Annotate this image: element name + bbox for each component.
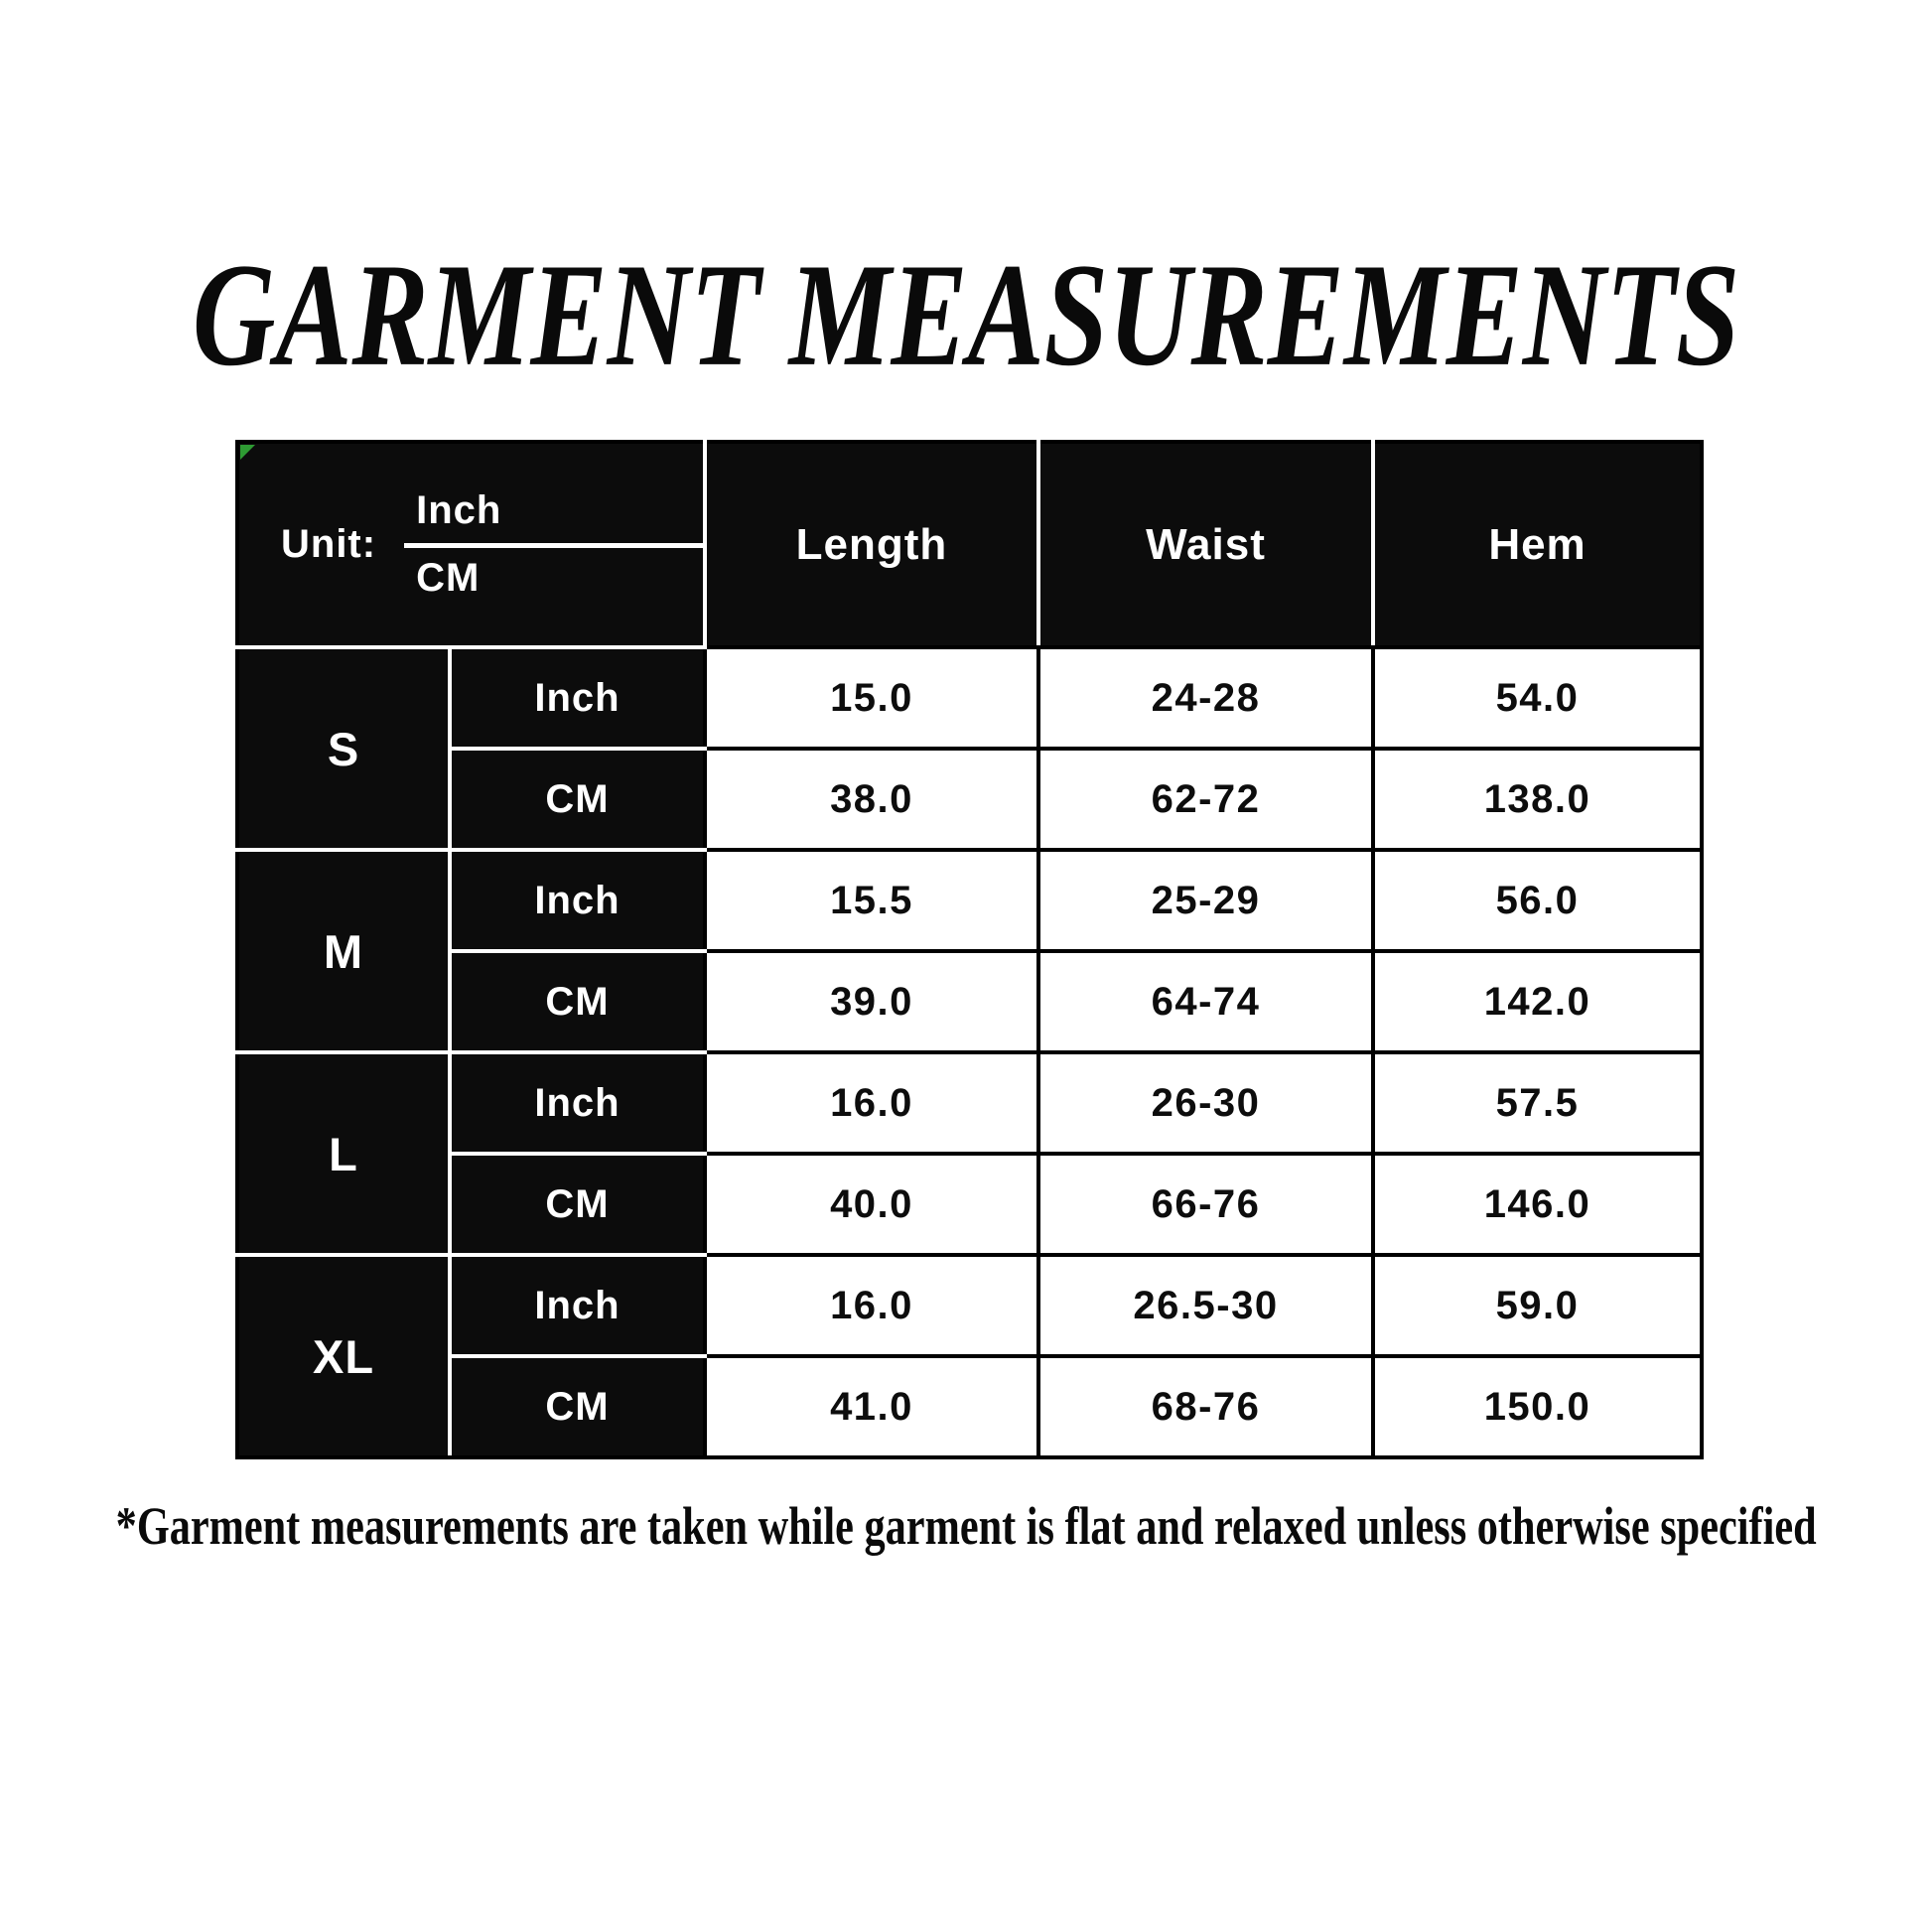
table-header-row: [237, 442, 1702, 647]
value-cell: 24-28: [1038, 647, 1373, 749]
table-row: [237, 1052, 1702, 1154]
unit-inch-label: Inch: [404, 488, 703, 548]
column-header-waist: Waist: [1038, 442, 1373, 647]
unit-row-label: CM: [450, 749, 705, 850]
size-label-xl: XL: [237, 1255, 450, 1457]
unit-row-label: Inch: [450, 1255, 705, 1356]
page-title: GARMENT MEASUREMENTS: [192, 232, 1740, 397]
value-cell: 62-72: [1038, 749, 1373, 850]
size-chart-table: [235, 440, 1704, 1459]
table-row: [237, 850, 1702, 951]
footnote-text: *Garment measurements are taken while garment is flat and relaxed unless otherwise specified: [115, 1496, 1817, 1557]
value-cell: 41.0: [705, 1356, 1038, 1457]
value-cell: 25-29: [1038, 850, 1373, 951]
value-cell: 138.0: [1373, 749, 1702, 850]
value-cell: 146.0: [1373, 1154, 1702, 1255]
unit-row-label: Inch: [450, 647, 705, 749]
value-cell: 56.0: [1373, 850, 1702, 951]
unit-row-label: Inch: [450, 1052, 705, 1154]
value-cell: 150.0: [1373, 1356, 1702, 1457]
unit-row-label: Inch: [450, 850, 705, 951]
table-row: [237, 1356, 1702, 1457]
value-cell: 15.0: [705, 647, 1038, 749]
value-cell: 39.0: [705, 951, 1038, 1052]
unit-row-label: CM: [450, 1154, 705, 1255]
value-cell: 26-30: [1038, 1052, 1373, 1154]
unit-label: Unit:: [281, 522, 377, 566]
size-chart-table-container: [235, 440, 1704, 1459]
table-row: [237, 647, 1702, 749]
value-cell: 26.5-30: [1038, 1255, 1373, 1356]
value-cell: 59.0: [1373, 1255, 1702, 1356]
unit-fraction: [404, 488, 703, 601]
unit-header-cell: [237, 442, 705, 647]
excel-corner-marker-icon: [240, 445, 255, 460]
footnote-row: [0, 1495, 1932, 1557]
size-label-l: L: [237, 1052, 450, 1255]
size-label-s: S: [237, 647, 450, 850]
table-row: [237, 749, 1702, 850]
page-title-row: [0, 230, 1932, 397]
value-cell: 15.5: [705, 850, 1038, 951]
table-row: [237, 951, 1702, 1052]
table-row: [237, 1255, 1702, 1356]
column-header-length: Length: [705, 442, 1038, 647]
unit-row-label: CM: [450, 1356, 705, 1457]
value-cell: 68-76: [1038, 1356, 1373, 1457]
table-row: [237, 1154, 1702, 1255]
value-cell: 66-76: [1038, 1154, 1373, 1255]
value-cell: 142.0: [1373, 951, 1702, 1052]
value-cell: 38.0: [705, 749, 1038, 850]
value-cell: 54.0: [1373, 647, 1702, 749]
value-cell: 40.0: [705, 1154, 1038, 1255]
value-cell: 57.5: [1373, 1052, 1702, 1154]
value-cell: 64-74: [1038, 951, 1373, 1052]
unit-header-content: [239, 488, 703, 601]
unit-cm-label: CM: [416, 556, 481, 600]
unit-row-label: CM: [450, 951, 705, 1052]
size-label-m: M: [237, 850, 450, 1052]
value-cell: 16.0: [705, 1255, 1038, 1356]
value-cell: 16.0: [705, 1052, 1038, 1154]
column-header-hem: Hem: [1373, 442, 1702, 647]
